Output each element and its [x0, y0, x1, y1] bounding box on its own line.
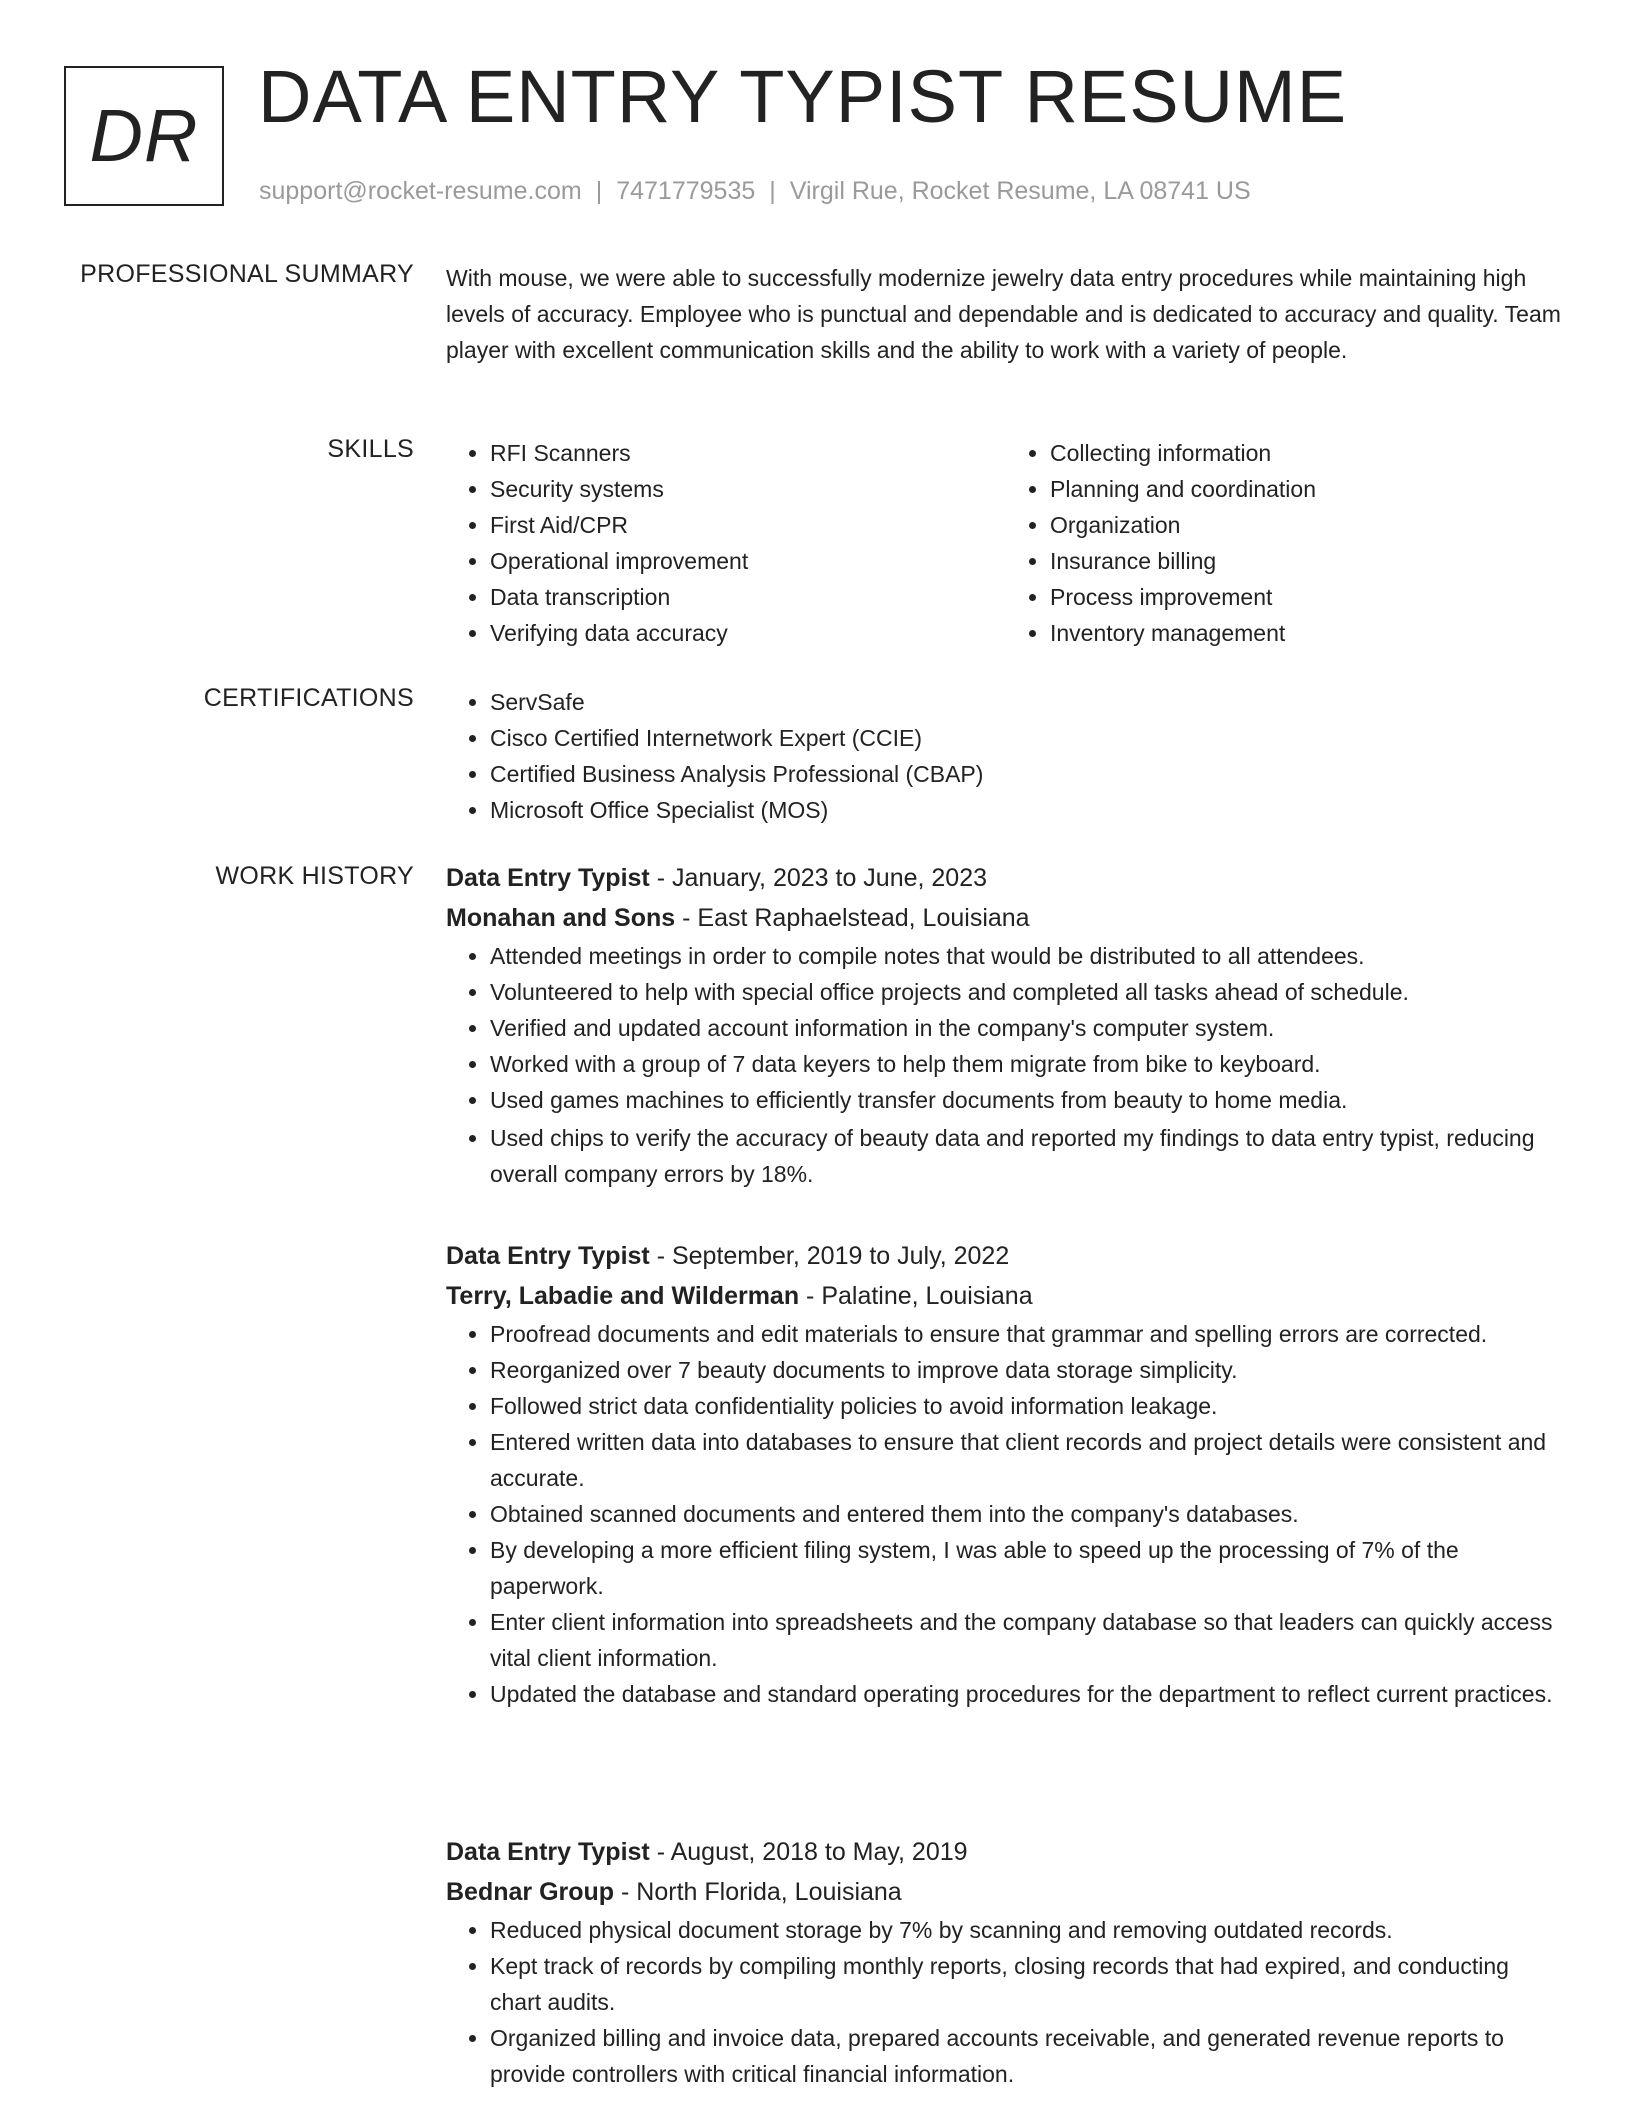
job-bullet: • Used chips to verify the accuracy of beauty data and reported my findings to data entry typist, reducing overall company errors by 18%.: [490, 1120, 1566, 1192]
skills-heading: SKILLS: [327, 435, 414, 463]
job-bullet: • Reorganized over 7 beauty documents to improve data storage simplicity.: [490, 1352, 1566, 1388]
skill-item: • Inventory management: [1050, 615, 1566, 651]
summary-heading: PROFESSIONAL SUMMARY: [80, 260, 414, 288]
job-bullet: • By developing a more efficient filing system, I was able to speed up the processing of 7% of the paperwork.: [490, 1532, 1566, 1604]
contact-separator: |: [769, 177, 776, 205]
job-bullet: • Used games machines to efficiently transfer documents from beauty to home media.: [490, 1082, 1566, 1118]
job-company: Monahan and Sons: [446, 904, 676, 932]
job-bullet: • Worked with a group of 7 data keyers to help them migrate from bike to keyboard.: [490, 1046, 1566, 1082]
skill-item: • Planning and coordination: [1050, 471, 1566, 507]
skill-item: • Collecting information: [1050, 435, 1566, 471]
skill-item: • RFI Scanners: [490, 435, 1006, 471]
job-company: Bednar Group: [446, 1878, 615, 1906]
initials-monogram: [64, 66, 224, 206]
skill-item: • Process improvement: [1050, 579, 1566, 615]
job-title-line: [446, 1236, 1566, 1276]
skill-item: • Verifying data accuracy: [490, 615, 1006, 651]
certification-item: • Certified Business Analysis Professional (CBAP): [490, 756, 1566, 792]
job-title: Data Entry Typist: [446, 1838, 650, 1866]
job-location: - East Raphaelstead, Louisiana: [675, 904, 1030, 932]
certification-item: • ServSafe: [490, 684, 1566, 720]
skills-list-right: [1006, 435, 1566, 651]
job-location: - Palatine, Louisiana: [799, 1282, 1033, 1310]
job-bullets: [446, 1316, 1566, 1712]
job-company: Terry, Labadie and Wilderman: [446, 1282, 800, 1310]
job-bullet: • Verified and updated account information in the company's computer system.: [490, 1010, 1566, 1046]
job-bullet: • Kept track of records by compiling monthly reports, closing records that had expired, and conducting chart audits.: [490, 1948, 1566, 2020]
certification-item: • Cisco Certified Internetwork Expert (CCIE): [490, 720, 1566, 756]
job-title-line: [446, 858, 1566, 898]
certifications-list: [446, 684, 1566, 828]
job-bullet: • Enter client information into spreadsheets and the company database so that leaders can quickly access vital client information.: [490, 1604, 1566, 1676]
certification-item: • Microsoft Office Specialist (MOS): [490, 792, 1566, 828]
job-company-line: [446, 1872, 1566, 1912]
job-bullet: • Entered written data into databases to ensure that client records and project details were consistent and accurate.: [490, 1424, 1566, 1496]
job-bullet: • Obtained scanned documents and entered them into the company's databases.: [490, 1496, 1566, 1532]
job-bullet: • Updated the database and standard operating procedures for the department to reflect current practices.: [490, 1676, 1566, 1712]
job-location: - North Florida, Louisiana: [614, 1878, 902, 1906]
skill-item: • Organization: [1050, 507, 1566, 543]
job-entry: [446, 858, 1566, 1192]
resume-title: DATA ENTRY TYPIST RESUME: [258, 55, 1348, 138]
job-bullet: • Followed strict data confidentiality policies to avoid information leakage.: [490, 1388, 1566, 1424]
contact-address: Virgil Rue, Rocket Resume, LA 08741 US: [789, 177, 1251, 205]
skills-list-left: [446, 435, 1006, 651]
job-bullets: [446, 1912, 1566, 2092]
job-bullet: • Attended meetings in order to compile notes that would be distributed to all attendees.: [490, 938, 1566, 974]
contact-separator: |: [595, 177, 603, 205]
job-bullets: [446, 938, 1566, 1192]
contact-email[interactable]: support@rocket-resume.com: [259, 177, 582, 205]
initials-text: DR: [89, 94, 199, 177]
contact-line: [259, 176, 1251, 206]
contact-phone[interactable]: 7471779535: [616, 177, 756, 205]
skill-item: • Security systems: [490, 471, 1006, 507]
job-dates: - August, 2018 to May, 2019: [649, 1838, 968, 1866]
job-company-line: [446, 898, 1566, 938]
job-company-line: [446, 1276, 1566, 1316]
job-title: Data Entry Typist: [446, 864, 650, 892]
skill-item: • First Aid/CPR: [490, 507, 1006, 543]
skill-item: • Insurance billing: [1050, 543, 1566, 579]
skill-item: • Data transcription: [490, 579, 1006, 615]
summary-text: With mouse, we were able to successfully modernize jewelry data entry procedures while maintaining high levels of accuracy. Employee who is punctual and dependable and is dedicated to accuracy and quality. Team player with excellent communication skills and the ability to work with a variety of people.: [446, 265, 1561, 363]
certifications-heading: CERTIFICATIONS: [203, 684, 414, 712]
job-dates: - January, 2023 to June, 2023: [649, 864, 988, 892]
job-entry: [446, 1832, 1566, 2092]
job-title-line: [446, 1832, 1566, 1872]
job-bullet: • Proofread documents and edit materials to ensure that grammar and spelling errors are corrected.: [490, 1316, 1566, 1352]
job-bullet: • Volunteered to help with special office projects and completed all tasks ahead of schedule.: [490, 974, 1566, 1010]
job-entry: [446, 1236, 1566, 1712]
job-bullet: • Organized billing and invoice data, prepared accounts receivable, and generated revenue reports to provide controllers with critical financial information.: [490, 2020, 1566, 2092]
job-title: Data Entry Typist: [446, 1242, 650, 1270]
work-history-heading: WORK HISTORY: [215, 862, 414, 890]
job-bullet: • Reduced physical document storage by 7% by scanning and removing outdated records.: [490, 1912, 1566, 1948]
job-dates: - September, 2019 to July, 2022: [649, 1242, 1010, 1270]
skill-item: • Operational improvement: [490, 543, 1006, 579]
